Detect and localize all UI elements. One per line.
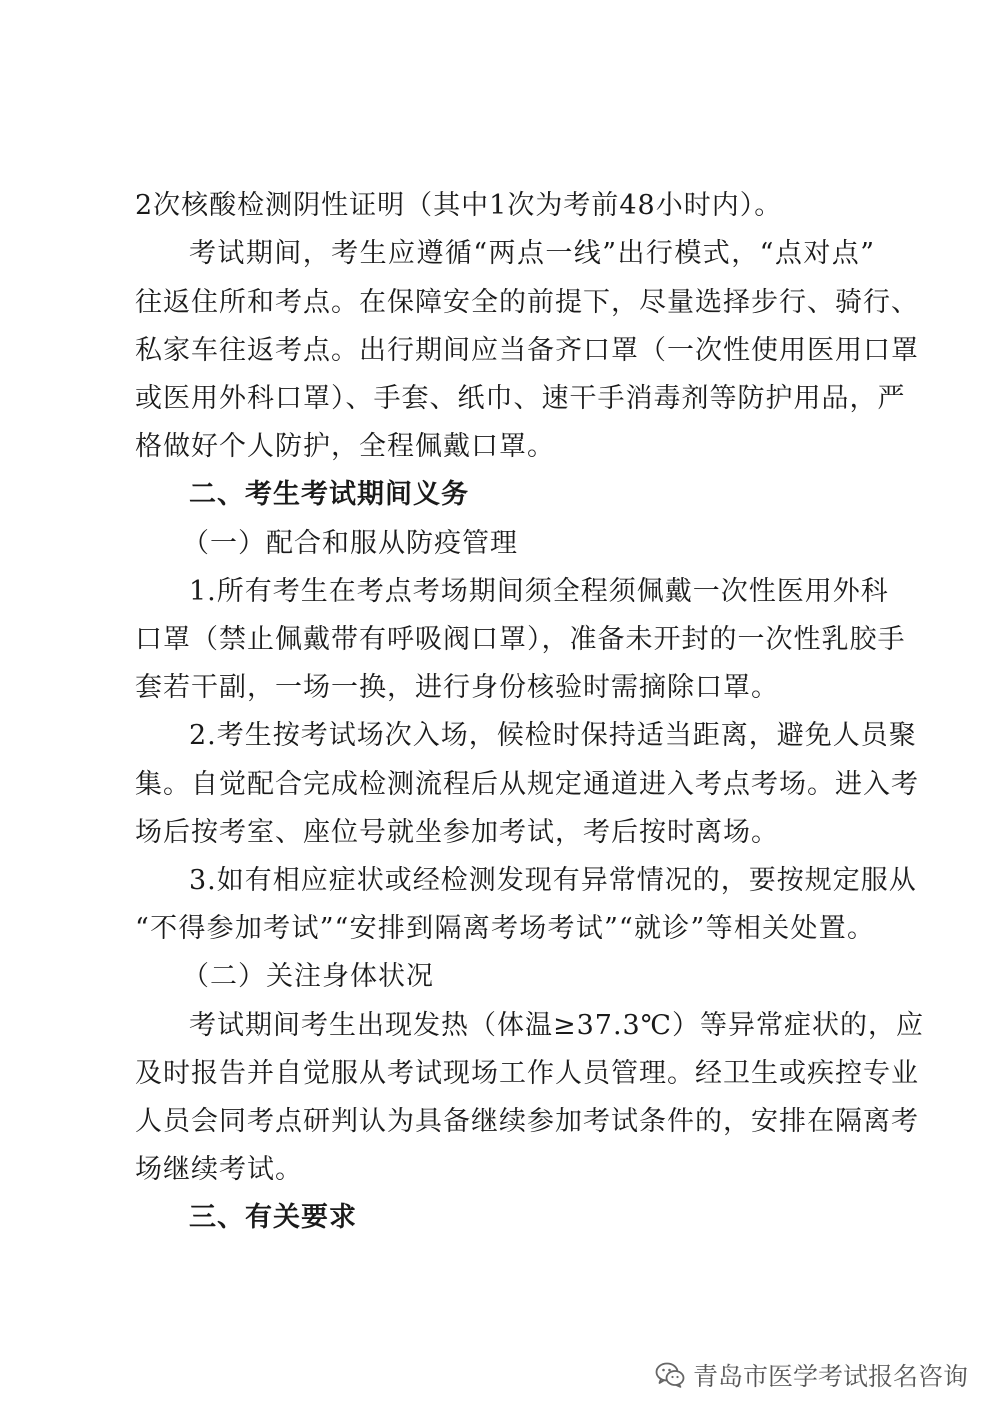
watermark: [655, 1355, 968, 1395]
paragraph-line: 格做好个人防护，全程佩戴口罩。: [135, 431, 555, 462]
paragraph-line: 3.如有相应症状或经检测发现有异常情况的，要按规定服从: [189, 865, 917, 896]
paragraph-line: 场后按考室、座位号就坐参加考试，考后按时离场。: [135, 817, 779, 848]
paragraph-line: 套若干副，一场一换，进行身份核验时需摘除口罩。: [135, 672, 779, 703]
paragraph-line: 口罩（禁止佩戴带有呼吸阀口罩），准备未开封的一次性乳胶手: [135, 624, 906, 655]
watermark-text: 青岛市医学考试报名咨询: [692, 1362, 968, 1391]
paragraph-line: 人员会同考点研判认为具备继续参加考试条件的，安排在隔离考: [135, 1106, 919, 1137]
paragraph-line: 或医用外科口罩）、手套、纸巾、速干手消毒剂等防护用品，严: [135, 383, 906, 414]
paragraph-line: 集。自觉配合完成检测流程后从规定通道进入考点考场。进入考: [135, 769, 919, 800]
paragraph-line: 1.所有考生在考点考场期间须全程须佩戴一次性医用外科: [189, 576, 889, 607]
paragraph-line: 考试期间，考生应遵循“两点一线”出行模式，“点对点”: [189, 238, 875, 269]
paragraph-line: 考试期间考生出现发热（体温≥37.3℃）等异常症状的，应: [189, 1010, 924, 1041]
wechat-icon: [655, 1362, 685, 1388]
section-heading: 三、有关要求: [189, 1202, 357, 1233]
paragraph-line: 场继续考试。: [135, 1154, 303, 1185]
paragraph-line: 2.考生按考试场次入场，候检时保持适当距离，避免人员聚: [189, 720, 917, 751]
paragraph-line: 往返住所和考点。在保障安全的前提下，尽量选择步行、骑行、: [135, 287, 919, 318]
section-heading: 二、考生考试期间义务: [189, 479, 469, 510]
paragraph-line: 2次核酸检测阴性证明（其中1次为考前48小时内）。: [135, 190, 783, 221]
subsection-heading: （二）关注身体状况: [182, 961, 434, 992]
paragraph-line: 及时报告并自觉服从考试现场工作人员管理。经卫生或疾控专业: [135, 1058, 919, 1089]
subsection-heading: （一）配合和服从防疫管理: [182, 528, 518, 559]
paragraph-line: “不得参加考试”“安排到隔离考场考试”“就诊”等相关处置。: [135, 913, 875, 944]
paragraph-line: 私家车往返考点。出行期间应当备齐口罩（一次性使用医用口罩: [135, 335, 919, 366]
